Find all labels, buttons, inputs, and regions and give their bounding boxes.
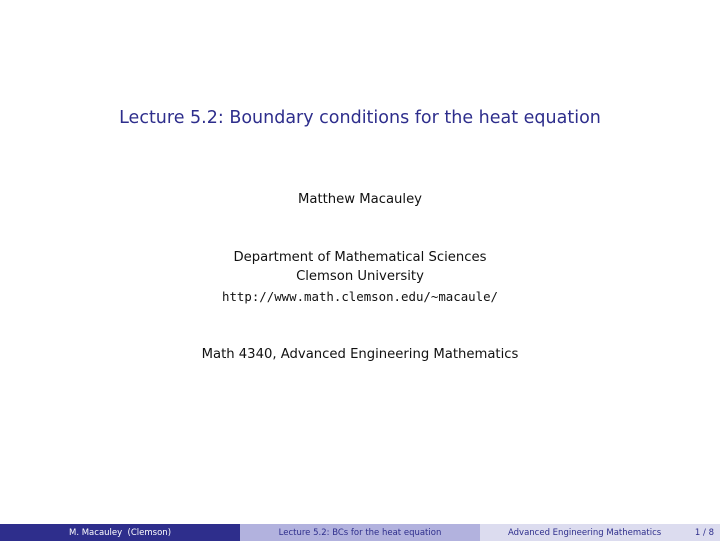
footer-bar — [0, 524, 720, 541]
footer-author-label: M. Macauley (Clemson) — [68, 527, 172, 538]
university: Clemson University — [296, 269, 424, 284]
page-number: 1 / 8 — [694, 527, 714, 538]
department: Department of Mathematical Sciences — [233, 250, 487, 265]
footer-course-label: Advanced Engineering Mathematics — [508, 527, 662, 538]
slide-title: Lecture 5.2: Boundary conditions for the heat equation — [119, 108, 601, 128]
footer-course — [480, 524, 720, 541]
footer-author — [0, 524, 240, 541]
course-name: Math 4340, Advanced Engineering Mathematics — [201, 347, 519, 362]
footer-short-title-label: Lecture 5.2: BCs for the heat equation — [278, 527, 442, 538]
author-name: Matthew Macauley — [298, 192, 422, 207]
homepage-url: http://www.math.clemson.edu/~macaule/ — [221, 289, 498, 304]
footer-short-title — [240, 524, 480, 541]
